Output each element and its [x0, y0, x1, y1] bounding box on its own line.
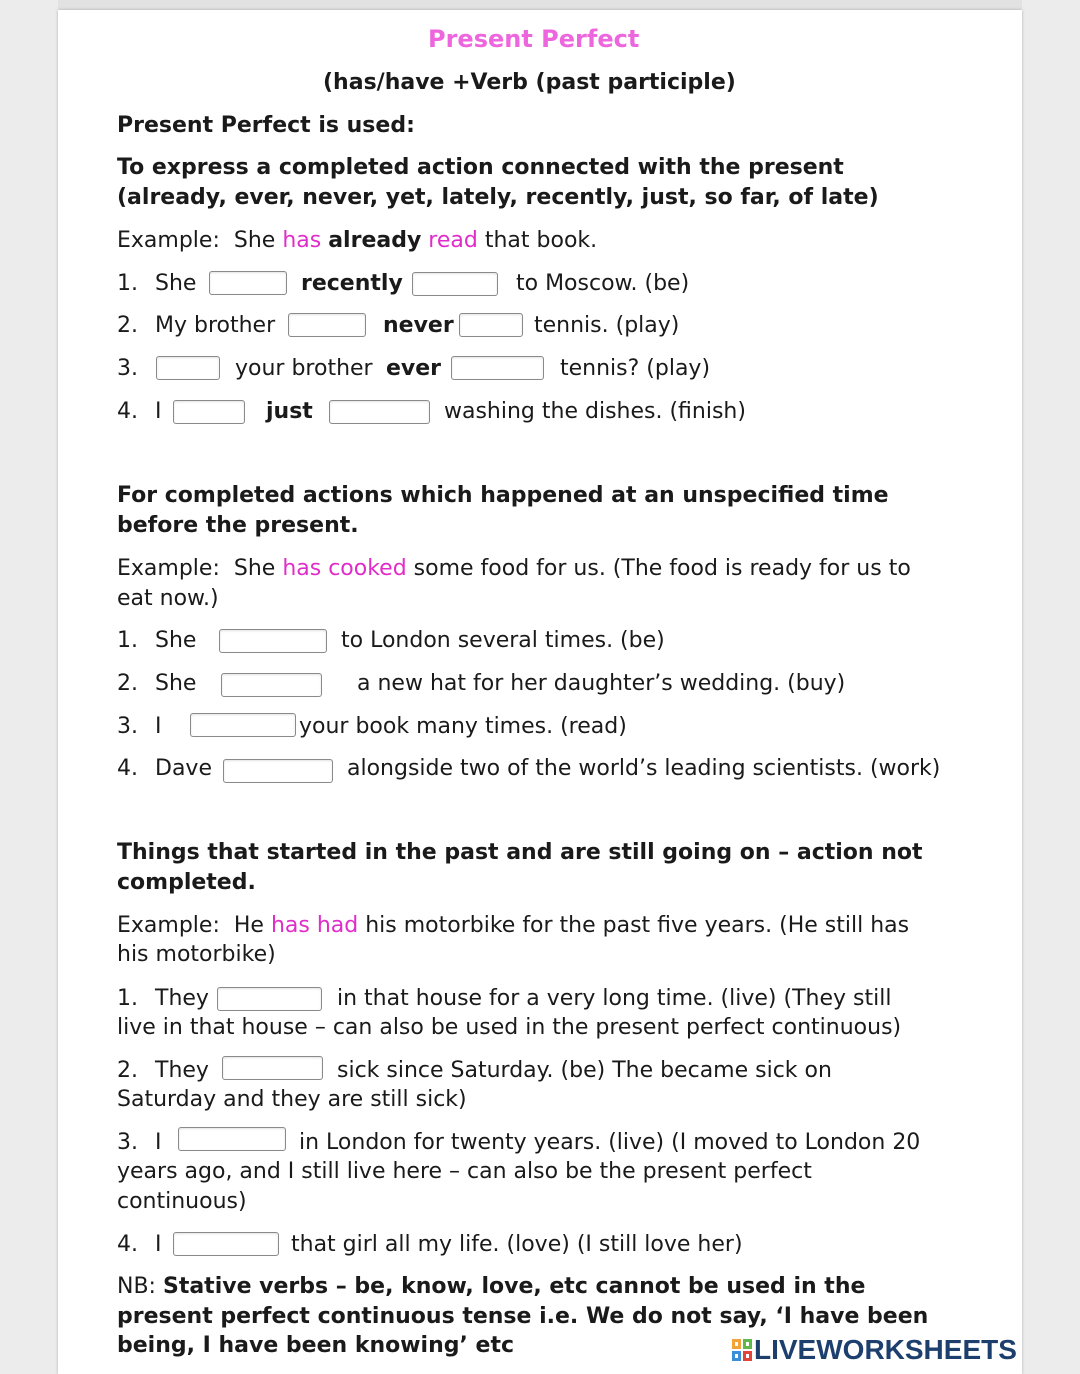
section1-example: [117, 226, 597, 256]
section2-example: [117, 554, 911, 584]
s1-q1-subject: She: [155, 271, 197, 296]
s3-q3-answer[interactable]: [178, 1127, 286, 1151]
s3-q2-answer[interactable]: [222, 1056, 323, 1080]
s3-q4-tail: that girl all my life. (love) (I still love her): [291, 1232, 743, 1257]
s1-q3-answer-1[interactable]: [156, 356, 220, 380]
s2-q2-subject: She: [155, 671, 197, 696]
example-tail: that book.: [484, 228, 598, 253]
section3-example: [117, 911, 909, 941]
s1-q3-answer-2[interactable]: [451, 356, 544, 380]
liveworksheets-icon: [732, 1339, 752, 1361]
s2-q4-subject: Dave: [155, 756, 212, 781]
s2-q1-subject: She: [155, 628, 197, 653]
top-edge: [58, 0, 1022, 10]
example-label: Example:: [117, 913, 220, 938]
s1-q2-tail: tennis. (play): [534, 313, 680, 338]
note-line1: [117, 1272, 865, 1302]
logo-text: LIVEWORKSHEETS: [754, 1334, 1017, 1365]
s3-q2-line2: Saturday and they are still sick): [117, 1087, 467, 1112]
s2-q3-num: 3.: [117, 714, 138, 739]
formula-subtitle: (has/have +Verb (past participle): [323, 70, 736, 95]
liveworksheets-logo: [732, 1334, 1017, 1366]
section3-heading: Things that started in the past and are still going on – action not: [117, 840, 923, 865]
s1-q3-tail: tennis? (play): [560, 356, 711, 381]
s1-q4-answer-1[interactable]: [173, 400, 245, 424]
s2-q3-answer[interactable]: [190, 713, 296, 737]
section1-heading-line2: (already, ever, never, yet, lately, recently, just, so far, of late): [117, 185, 879, 210]
example-participle: read: [428, 228, 478, 253]
s3-q1-answer[interactable]: [217, 987, 322, 1011]
s1-q2-answer-2[interactable]: [459, 313, 523, 337]
s1-q4-adverb: just: [266, 399, 313, 424]
s3-q1-line2: live in that house – can also be used in the present perfect continuous): [117, 1015, 902, 1040]
s3-q2-tail: sick since Saturday. (be) The became sick on: [337, 1058, 832, 1083]
s1-q2-num: 2.: [117, 313, 138, 338]
example-tail: some food for us. (The food is ready for us to: [413, 556, 911, 581]
s2-q1-answer[interactable]: [219, 629, 327, 653]
s2-q4-answer[interactable]: [223, 759, 333, 783]
s2-q4-tail: alongside two of the world’s leading scientists. (work): [347, 756, 941, 781]
example-label: Example:: [117, 228, 220, 253]
s3-q3-num: 3.: [117, 1130, 138, 1155]
s2-q2-num: 2.: [117, 671, 138, 696]
s2-q4-num: 4.: [117, 756, 138, 781]
s1-q1-answer-1[interactable]: [209, 271, 287, 295]
section2-heading: For completed actions which happened at an unspecified time: [117, 483, 889, 508]
section3-heading-line2: completed.: [117, 870, 256, 895]
s1-q1-answer-2[interactable]: [412, 272, 498, 296]
s3-q1-num: 1.: [117, 986, 138, 1011]
s3-q1-subject: They: [155, 986, 209, 1011]
s3-q3-line3: continuous): [117, 1189, 247, 1214]
s2-q1-tail: to London several times. (be): [341, 628, 665, 653]
s1-q4-tail: washing the dishes. (finish): [444, 399, 746, 424]
example-subject: He: [233, 913, 264, 938]
example-aux: has: [282, 228, 322, 253]
s3-q3-subject: I: [155, 1130, 162, 1155]
s1-q1-tail: to Moscow. (be): [516, 271, 690, 296]
note-text: Stative verbs – be, know, love, etc cannot be used in the: [162, 1274, 866, 1299]
s2-q2-tail: a new hat for her daughter’s wedding. (buy): [357, 671, 846, 696]
note-label: NB:: [117, 1274, 156, 1299]
s1-q3-num: 3.: [117, 356, 138, 381]
example-subject: She: [233, 228, 276, 253]
s1-q1-adverb: recently: [301, 271, 403, 296]
s3-q1-tail: in that house for a very long time. (live) (They still: [337, 986, 892, 1011]
s1-q4-subject: I: [155, 399, 162, 424]
note-line2: present perfect continuous tense i.e. We do not say, ‘I have been: [117, 1304, 929, 1329]
s2-q3-subject: I: [155, 714, 162, 739]
s3-q2-subject: They: [155, 1058, 209, 1083]
s3-q3-tail: in London for twenty years. (live) (I moved to London 20: [299, 1130, 921, 1155]
section3-example-line2: his motorbike): [117, 942, 276, 967]
example-verb: has had: [270, 913, 359, 938]
example-tail: his motorbike for the past five years. (He still has: [365, 913, 910, 938]
s1-q3-adverb: ever: [386, 356, 442, 381]
s1-q4-num: 4.: [117, 399, 138, 424]
example-verb: has cooked: [282, 556, 407, 581]
used-heading: Present Perfect is used:: [117, 113, 415, 138]
section2-example-line2: eat now.): [117, 586, 219, 611]
s1-q2-subject: My brother: [155, 313, 276, 338]
s3-q3-line2: years ago, and I still live here – can also be the present perfect: [117, 1159, 812, 1184]
s1-q1-num: 1.: [117, 271, 138, 296]
s1-q2-adverb: never: [383, 313, 454, 338]
example-subject: She: [233, 556, 276, 581]
s2-q1-num: 1.: [117, 628, 138, 653]
example-label: Example:: [117, 556, 220, 581]
note-line3: being, I have been knowing’ etc: [117, 1333, 514, 1358]
example-adverb: already: [328, 228, 422, 253]
section2-heading-line2: before the present.: [117, 513, 359, 538]
s1-q4-answer-2[interactable]: [329, 400, 430, 424]
s2-q2-answer[interactable]: [221, 673, 322, 697]
s3-q4-subject: I: [155, 1232, 162, 1257]
s3-q4-answer[interactable]: [173, 1232, 279, 1256]
s1-q3-subject: your brother: [235, 356, 373, 381]
s2-q3-tail: your book many times. (read): [299, 714, 627, 739]
s3-q4-num: 4.: [117, 1232, 138, 1257]
s1-q2-answer-1[interactable]: [288, 313, 366, 337]
page-title: Present Perfect: [428, 25, 640, 53]
s3-q2-num: 2.: [117, 1058, 138, 1083]
section1-heading: To express a completed action connected with the present: [117, 155, 844, 180]
